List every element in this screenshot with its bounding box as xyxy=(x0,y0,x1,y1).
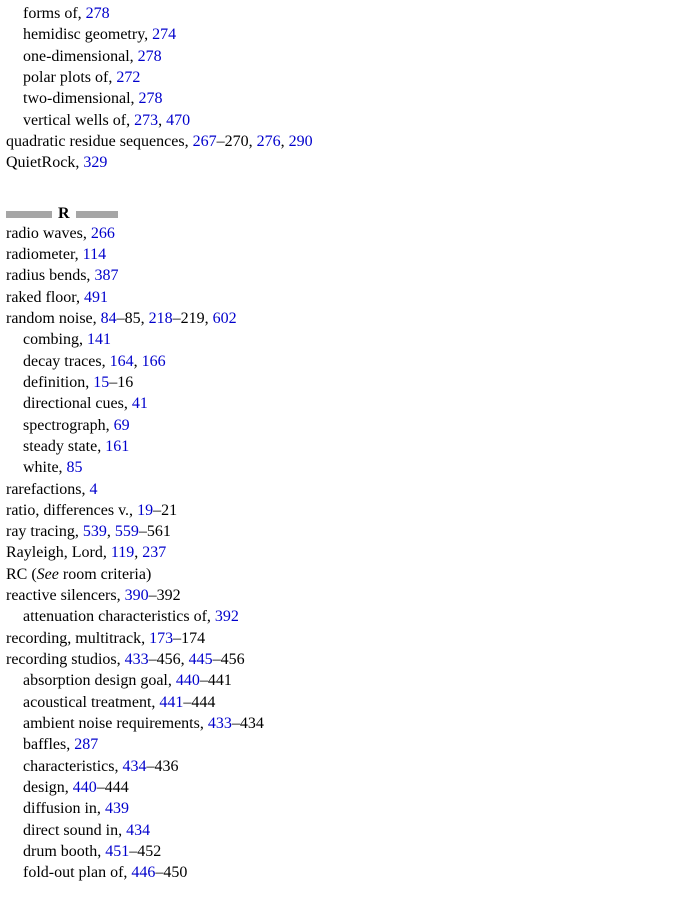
entry-text: –436 xyxy=(146,758,179,775)
page-link[interactable]: 329 xyxy=(83,154,108,171)
entry-text: raked floor, xyxy=(6,289,84,306)
entry-text: vertical wells of, xyxy=(23,112,135,129)
entry-text: rarefactions, xyxy=(6,481,90,498)
entry-text: steady state, xyxy=(23,438,106,455)
index-entry xyxy=(23,457,83,479)
page-link[interactable]: 491 xyxy=(84,289,108,306)
entry-text: room criteria) xyxy=(58,566,152,583)
entry-text: Rayleigh, Lord, xyxy=(6,544,111,561)
entry-text: characteristics, xyxy=(23,758,123,775)
entry-text: radius bends, xyxy=(6,267,95,284)
index-entry xyxy=(6,308,237,330)
index-entry xyxy=(23,606,239,628)
page-link[interactable]: 278 xyxy=(85,5,110,22)
cross-reference-label: See xyxy=(36,566,59,583)
page-link[interactable]: 114 xyxy=(82,246,107,263)
entry-text: ambient noise requirements, xyxy=(23,715,208,732)
index-entry xyxy=(6,244,106,266)
entry-text: combing, xyxy=(23,331,87,348)
entry-text: , xyxy=(158,112,167,129)
index-entry xyxy=(23,88,163,110)
index-entry xyxy=(6,628,205,650)
entry-text: white, xyxy=(23,459,67,476)
entry-text: –441 xyxy=(199,672,232,689)
entry-text: –16 xyxy=(109,374,134,391)
index-entry xyxy=(6,585,181,607)
index-entry xyxy=(6,649,245,671)
page-link[interactable]: 272 xyxy=(116,69,141,86)
index-entry xyxy=(23,393,148,415)
entry-text: –456 xyxy=(212,651,245,668)
page-link[interactable]: 161 xyxy=(105,438,130,455)
entry-text: design, xyxy=(23,779,73,796)
page-link[interactable]: 439 xyxy=(104,800,129,817)
index-entry xyxy=(23,820,150,842)
index-entry xyxy=(6,500,177,522)
page-link[interactable]: 440 xyxy=(72,779,97,796)
page-link[interactable]: 440 xyxy=(175,672,200,689)
index-entry xyxy=(6,152,107,174)
index-entry xyxy=(23,351,166,373)
index-entry xyxy=(6,287,108,309)
entry-text: drum booth, xyxy=(23,843,106,860)
entry-text: recording, multitrack, xyxy=(6,630,150,647)
index-entry xyxy=(6,223,115,245)
index-entry xyxy=(23,24,176,46)
index-entry xyxy=(23,110,190,132)
page-link[interactable]: 19 xyxy=(137,502,154,519)
page-link[interactable]: 84 xyxy=(100,310,117,327)
page-link[interactable]: 166 xyxy=(141,353,166,370)
entry-text: polar plots of, xyxy=(23,69,117,86)
page-link[interactable]: 164 xyxy=(109,353,134,370)
index-entry xyxy=(6,521,171,543)
entry-text: diffusion in, xyxy=(23,800,105,817)
entry-text: directional cues, xyxy=(23,395,132,412)
page-link[interactable]: 278 xyxy=(137,48,162,65)
page-link[interactable]: 387 xyxy=(94,267,119,284)
entry-text: –219, xyxy=(172,310,213,327)
entry-text: two-dimensional, xyxy=(23,90,139,107)
page-link[interactable]: 267 xyxy=(192,133,217,150)
entry-text: –452 xyxy=(129,843,162,860)
page-link[interactable]: 434 xyxy=(126,822,151,839)
index-entry xyxy=(23,841,161,863)
page-link[interactable]: 287 xyxy=(74,736,99,753)
entry-text: , xyxy=(106,523,115,540)
page-link[interactable]: 85 xyxy=(66,459,83,476)
page-link[interactable]: 433 xyxy=(207,715,232,732)
entry-text: ratio, differences v., xyxy=(6,502,138,519)
entry-text: –444 xyxy=(96,779,129,796)
index-entry xyxy=(6,479,98,501)
section-divider-right xyxy=(76,211,118,218)
page-link[interactable]: 119 xyxy=(110,544,135,561)
entry-text: –444 xyxy=(183,694,216,711)
index-entry xyxy=(6,542,166,564)
entry-text: –85, xyxy=(116,310,149,327)
index-entry xyxy=(6,564,151,586)
index-entry xyxy=(23,756,179,778)
page-link[interactable]: 15 xyxy=(93,374,110,391)
entry-text: hemidisc geometry, xyxy=(23,26,153,43)
page-link[interactable]: 276 xyxy=(256,133,281,150)
index-entry xyxy=(23,670,232,692)
entry-text: definition, xyxy=(23,374,94,391)
entry-text: , xyxy=(134,544,143,561)
entry-text: –434 xyxy=(231,715,264,732)
index-entry xyxy=(23,798,129,820)
page-link[interactable]: 470 xyxy=(166,112,191,129)
page-link[interactable]: 218 xyxy=(148,310,173,327)
entry-text: radio waves, xyxy=(6,225,91,242)
index-entry xyxy=(23,713,264,735)
index-entry xyxy=(23,415,130,437)
index-entry xyxy=(23,436,129,458)
page-link[interactable]: 290 xyxy=(288,133,313,150)
entry-text: –456, xyxy=(148,651,189,668)
index-entry xyxy=(23,67,140,89)
entry-text: recording studios, xyxy=(6,651,125,668)
index-entry xyxy=(23,734,98,756)
entry-text: –21 xyxy=(153,502,178,519)
index-entry xyxy=(23,372,133,394)
index-entry xyxy=(23,862,187,884)
entry-text: spectrograph, xyxy=(23,417,114,434)
page-link[interactable]: 539 xyxy=(82,523,107,540)
entry-text: –392 xyxy=(148,587,181,604)
page-link[interactable]: 266 xyxy=(90,225,115,242)
page-link[interactable]: 392 xyxy=(214,608,239,625)
page-link[interactable]: 390 xyxy=(124,587,149,604)
index-entry xyxy=(6,131,313,153)
entry-text: reactive silencers, xyxy=(6,587,125,604)
entry-text: acoustical treatment, xyxy=(23,694,160,711)
page-link[interactable]: 173 xyxy=(149,630,174,647)
page-link[interactable]: 446 xyxy=(131,864,156,881)
page-link[interactable]: 602 xyxy=(212,310,237,327)
page-link[interactable]: 141 xyxy=(87,331,111,348)
index-entry xyxy=(23,692,215,714)
page-link[interactable]: 451 xyxy=(105,843,130,860)
index-entry xyxy=(23,46,162,68)
page-link[interactable]: 434 xyxy=(122,758,147,775)
entry-text: , xyxy=(133,353,142,370)
entry-text: –270, xyxy=(216,133,257,150)
section-divider-left xyxy=(6,211,52,218)
entry-text: radiometer, xyxy=(6,246,83,263)
page-link[interactable]: 274 xyxy=(152,26,177,43)
entry-text: forms of, xyxy=(23,5,86,22)
entry-text: quadratic residue sequences, xyxy=(6,133,193,150)
page-link[interactable]: 559 xyxy=(114,523,139,540)
index-entry xyxy=(23,777,129,799)
section-letter: R xyxy=(58,205,70,222)
page-link[interactable]: 433 xyxy=(124,651,149,668)
entry-text: QuietRock, xyxy=(6,154,84,171)
entry-text: –450 xyxy=(155,864,188,881)
index-entry xyxy=(6,265,118,287)
entry-text: direct sound in, xyxy=(23,822,127,839)
page-link[interactable]: 445 xyxy=(188,651,213,668)
entry-text: RC ( xyxy=(6,566,37,583)
entry-text: ray tracing, xyxy=(6,523,83,540)
entry-text: –561 xyxy=(138,523,171,540)
section-header-r xyxy=(6,203,118,225)
index-entry xyxy=(23,329,111,351)
entry-text: , xyxy=(280,133,289,150)
entry-text: decay traces, xyxy=(23,353,110,370)
entry-text: absorption design goal, xyxy=(23,672,176,689)
entry-text: attenuation characteristics of, xyxy=(23,608,215,625)
page-link[interactable]: 441 xyxy=(159,694,184,711)
entry-text: one-dimensional, xyxy=(23,48,138,65)
page-link[interactable]: 273 xyxy=(134,112,159,129)
entry-text: baffles, xyxy=(23,736,75,753)
page-link[interactable]: 69 xyxy=(113,417,130,434)
entry-text: –174 xyxy=(173,630,206,647)
page-link[interactable]: 4 xyxy=(89,481,98,498)
entry-text: random noise, xyxy=(6,310,101,327)
index-entry xyxy=(23,3,110,25)
page-link[interactable]: 237 xyxy=(142,544,167,561)
entry-text: fold-out plan of, xyxy=(23,864,132,881)
page-link[interactable]: 278 xyxy=(138,90,163,107)
page-link[interactable]: 41 xyxy=(131,395,148,412)
